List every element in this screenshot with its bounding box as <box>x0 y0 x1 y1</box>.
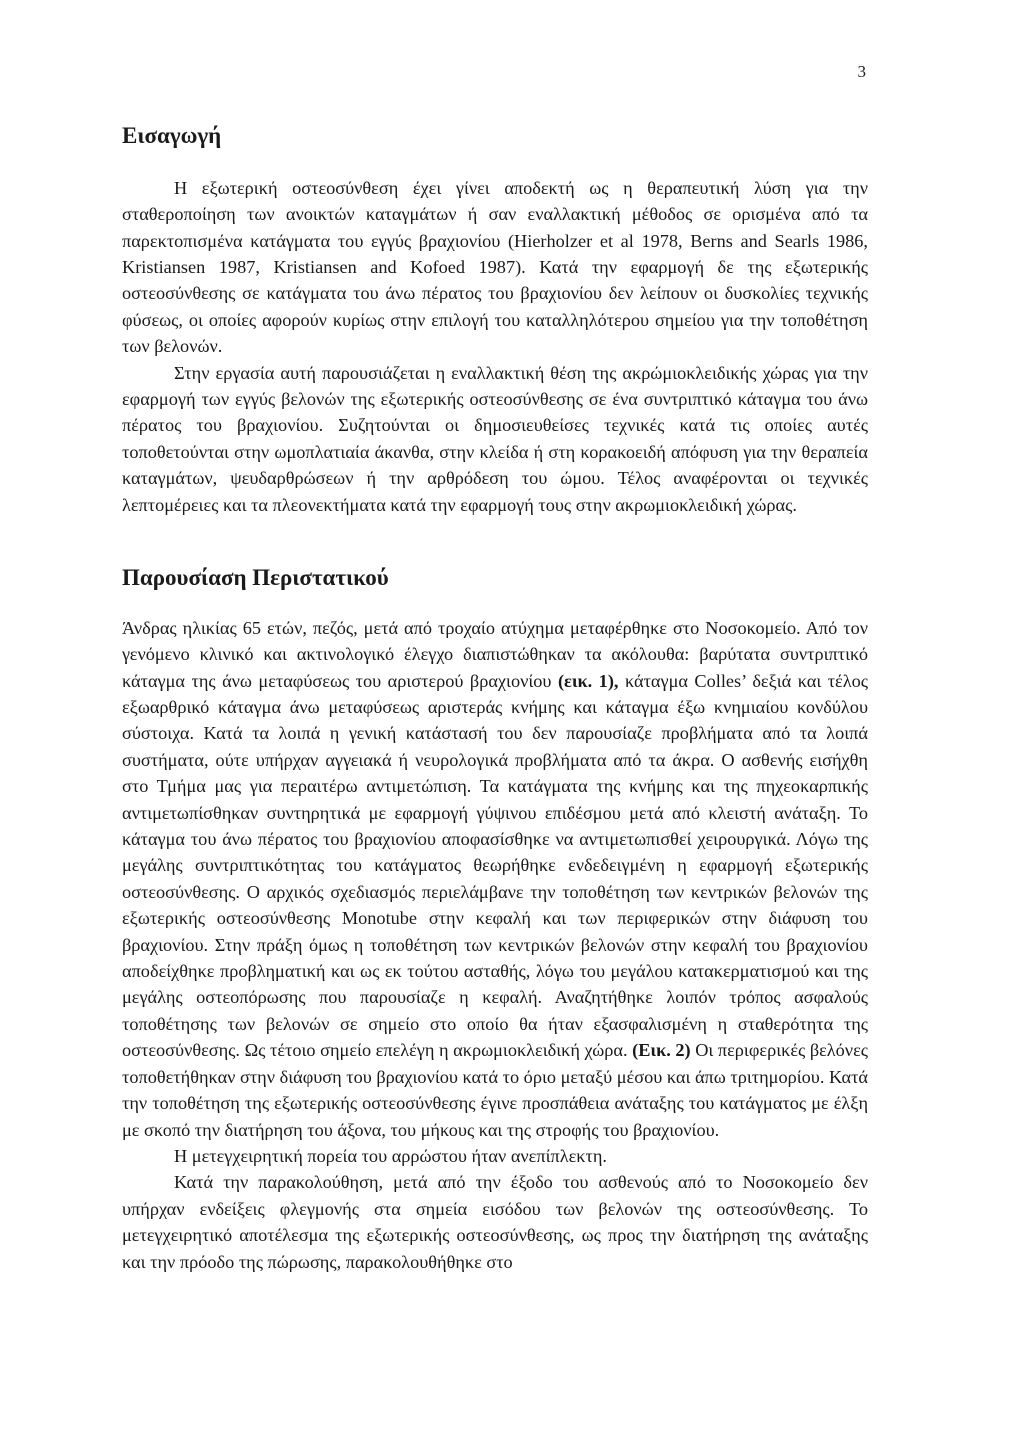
intro-title: Εισαγωγή <box>122 123 222 148</box>
intro-paragraph-1: Η εξωτερική οστεοσύνθεση έχει γίνει αποδεκτή ως η θεραπευτική λύση για την σταθεροποίηση των ανοικτών καταγμάτων ή σαν εναλλακτική μέθοδος σε ορισμένα από τα παρεκτοπισμένα κατάγματα του εγγύς βραχιονίου (Hierholzer et al 1978, Berns and Searls 1986, Kristiansen 1987, Kristiansen and Kofoed 1987). Κατά την εφαρμογή δε της εξωτερικής οστεοσύνθεσης σε κατάγματα του άνω πέρατος του βραχιονίου δεν λείπουν οι δυσκολίες τεχνικής φύσεως, οι οποίες αφορούν κυρίως στην επιλογή του καταλληλότερου σημείου για την τοποθέτηση των βελονών. <box>122 177 868 357</box>
case-paragraph-1-part-a: Άνδρας ηλικίας 65 ετών, πεζός, μετά από τροχαίο ατύχημα μεταφέρθηκε στο Νοσοκομείο. Από τον γενόμενο κλινικό και ακτινολογικό έλεγχο διαπιστώθηκαν τα ακόλουθα: βαρύτατα συντριπτικό κάταγμα της άνω μεταφύσεως του αριστερού βραχιονίου <box>122 617 868 691</box>
case-paragraph-1-part-c: Οι περιφερικές βελόνες τοποθετήθηκαν στην διάφυση του βραχιονίου κατά το όριο μεταξύ μέσου και άπω τριτημορίου. Κατά την τοποθέτηση της εξωτερικής οστεοσύνθεσης έγινε προσπάθεια ανάταξης του κατάγματος με έλξη με σκοπό την διατήρηση του άξονα, του μήκους και της στροφής του βραχιονίου. <box>122 1040 869 1140</box>
case-paragraph-1 <box>122 615 868 1143</box>
case-paragraph-3: Κατά την παρακολούθηση, μετά από την έξοδο του ασθενούς από το Νοσοκομείο δεν υπήρχαν ενδείξεις φλεγμονής στα σημεία εισόδου των βελονών της οστεοσύνθεσης. Το μετεγχειρητικό αποτέλεσμα της εξωτερικής οστεοσύνθεσης, ως προς την διατήρηση της ανάταξης και την πρόοδο της πώρωσης, παρακολουθήθηκε στο <box>122 1172 868 1272</box>
figure-2-reference: (Εικ. 2) <box>632 1040 691 1061</box>
case-paragraph-1-part-b: κάταγμα Colles’ δεξιά και τέλος εξωαρθρικό κάταγμα άνω μεταφύσεως αριστεράς κνήμης και κάταγμα έξω κνημιαίου κονδύλου σύστοιχα. Κατά τα λοιπά η γενική κατάστασή του δεν παρουσίαζε προβλήματα από τα λοιπά συστήματα, ούτε υπήρχαν αγγειακά ή νευρολογικά προβλήματα από τα άκρα. Ο ασθενής εισήχθη στο Τμήμα μας για περαιτέρω αντιμετώπιση. Τα κατάγματα της κνήμης και της πηχεοκαρπικής αντιμετωπίσθηκαν συντηρητικά με εφαρμογή γύψινου επιδέσμου μετά από κλειστή ανάταξη. Το κάταγμα του άνω πέρατος του βραχιονίου αποφασίσθηκε να αντιμετωπισθεί χειρουργικά. Λόγω της μεγάλης συντριπτικότητας του κατάγματος θεωρήθηκε ενδεδειγμένη η εφαρμογή εξωτερικής οστεοσύνθεσης. Ο αρχικός σχεδιασμός περιελάμβανε την τοποθέτηση των κεντρικών βελονών της εξωτερικής οστεοσύνθεσης Monotube στην κεφαλή και των περιφερικών στην διάφυση του βραχιονίου. Στην πράξη όμως η τοποθέτηση των κεντρικών βελονών στην κεφαλή του βραχιονίου αποδείχθηκε προβληματική και ως εκ τούτου ασταθής, λόγω του μεγάλου κατακερματισμού και της μεγάλης οστεοπόρωσης που παρουσίαζε η κεφαλή. Αναζητήθηκε λοιπόν τρόπος ασφαλούς τοποθέτησης των βελονών σε σημείο στο οποίο θα ήταν εξασφαλισμένη η σταθερότητα της οστεοσύνθεσης. Ως τέτοιο σημείο επελέγη η ακρωμιοκλειδική χώρα. <box>122 670 868 1061</box>
page-content <box>122 122 868 1275</box>
figure-1-reference: (εικ. 1), <box>557 670 619 691</box>
case-title: Παρουσίαση Περιστατικού <box>122 565 389 591</box>
page-number: 3 <box>857 62 866 81</box>
intro-paragraph-2: Στην εργασία αυτή παρουσιάζεται η εναλλακτική θέση της ακρώμιοκλειδικής χώρας για την εφαρμογή των εγγύς βελονών της εξωτερικής οστεοσύνθεσης σε ένα συντριπτικό κάταγμα του άνω πέρατος του βραχιονίου. Συζητούνται οι δημοσιευθείσες τεχνικές κατά τις οποίες αυτές τοποθετούνται στην ωμοπλατιαία άκανθα, στην κλείδα ή στη κορακοειδή απόφυση για την θεραπεία καταγμάτων, ψευδαρθρώσεων ή την αρθρόδεση του ώμου. Τέλος αναφέρονται οι τεχνικές λεπτομέρειες και τα πλεονεκτήματα κατά την εφαρμογή τους στην ακρωμιοκλειδική χώρας. <box>122 362 868 515</box>
case-paragraph-2: Η μετεγχειρητική πορεία του αρρώστου ήταν ανεπίπλεκτη. <box>174 1145 607 1166</box>
